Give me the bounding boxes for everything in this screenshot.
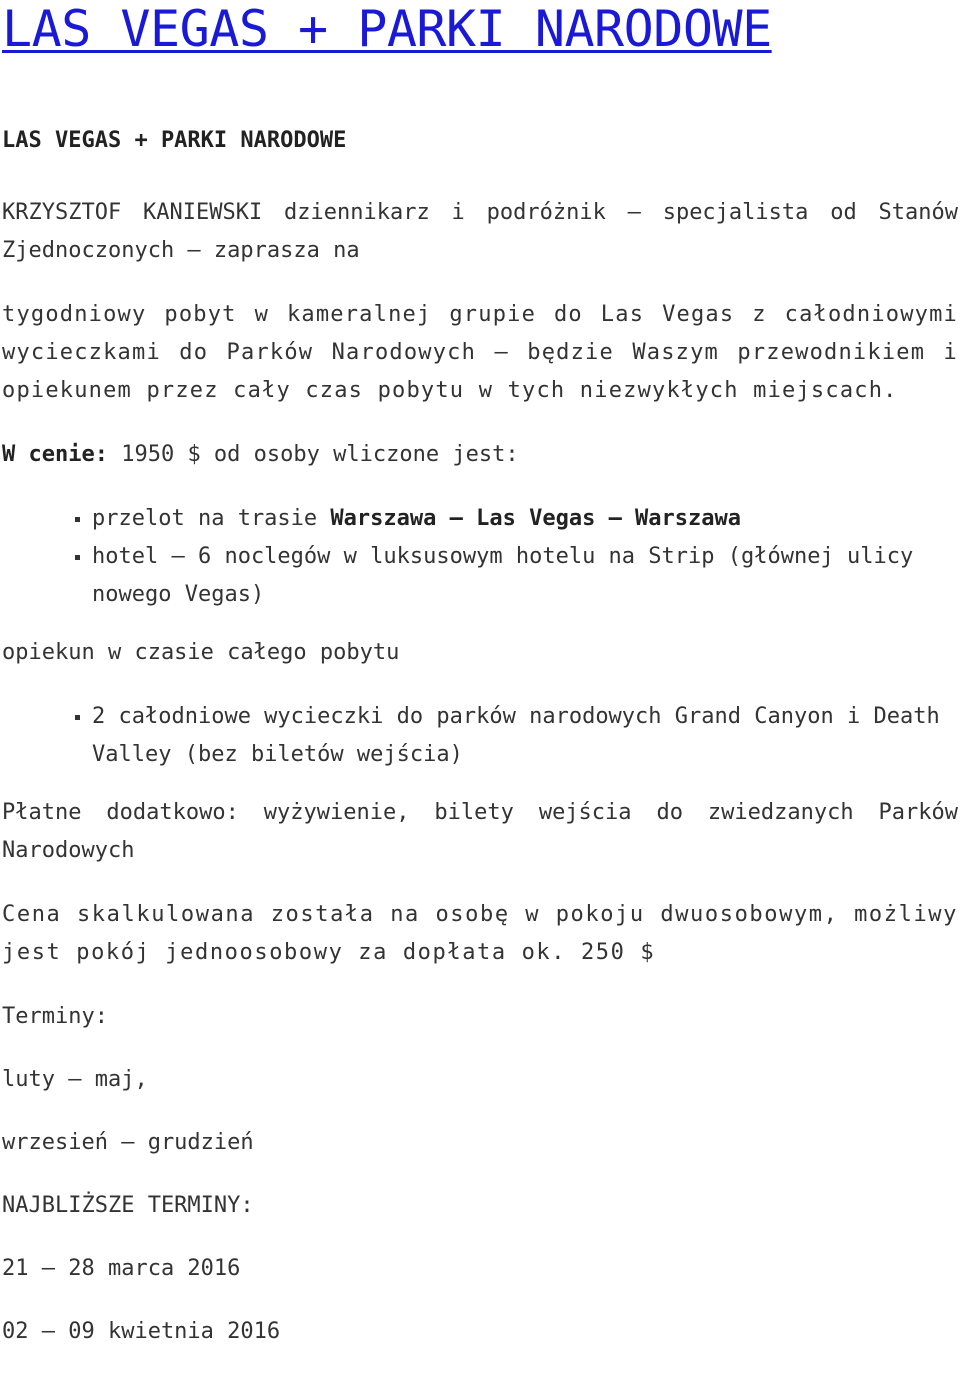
price-text: 1950 $ od osoby wliczone jest:	[107, 442, 519, 467]
extra-costs: Płatne dodatkowo: wyżywienie, bilety wejścia do zwiedzanych Parków Narodowych	[2, 800, 958, 863]
price-label: W cenie:	[2, 442, 108, 467]
included-list-2	[2, 698, 958, 774]
list-item	[92, 698, 958, 774]
article-subtitle: LAS VEGAS + PARKI NARODOWE	[2, 128, 347, 153]
date-range: luty – maj,	[2, 1067, 148, 1092]
price-note: Cena skalkulowana została na osobę w pokoju dwuosobowym, możliwy jest pokój jednoosobowy za dopłata ok. 250 $	[2, 902, 958, 965]
list-item-text: przelot na trasie	[92, 506, 331, 531]
route-text: Warszawa – Las Vegas – Warszawa	[330, 506, 742, 531]
date-range: wrzesień – grudzień	[2, 1130, 254, 1155]
list-item	[92, 500, 958, 538]
price-line	[2, 436, 958, 474]
upcoming-dates-label: NAJBLIŻSZE TERMINY:	[2, 1193, 254, 1218]
trip-description: tygodniowy pobyt w kameralnej grupie do Las Vegas z całodniowymi wycieczkami do Parków Narodowych – będzie Waszym przewodnikiem i opiekunem przez cały czas pobytu w tych niezwykłych miejscach.	[2, 302, 958, 403]
list-item	[92, 538, 958, 614]
page-title[interactable]: LAS VEGAS + PARKI NARODOWE	[2, 0, 772, 58]
guide-line: opiekun w czasie całego pobytu	[2, 640, 400, 665]
dates-label: Terminy:	[2, 1004, 108, 1029]
bullet-icon	[75, 715, 80, 720]
included-list	[2, 500, 958, 614]
upcoming-date: 02 – 09 kwietnia 2016	[2, 1319, 281, 1344]
intro-paragraph: KRZYSZTOF KANIEWSKI dziennikarz i podróżnik – specjalista od Stanów Zjednoczonych – zaprasza na	[2, 200, 958, 263]
list-item-text: 2 całodniowe wycieczki do parków narodowych Grand Canyon i Death Valley (bez biletów wejścia)	[92, 704, 940, 767]
bullet-icon	[75, 555, 80, 560]
list-item-text: hotel – 6 noclegów w luksusowym hotelu na Strip (głównej ulicy nowego Vegas)	[92, 544, 914, 607]
upcoming-date: 21 – 28 marca 2016	[2, 1256, 241, 1281]
bullet-icon	[75, 517, 80, 522]
